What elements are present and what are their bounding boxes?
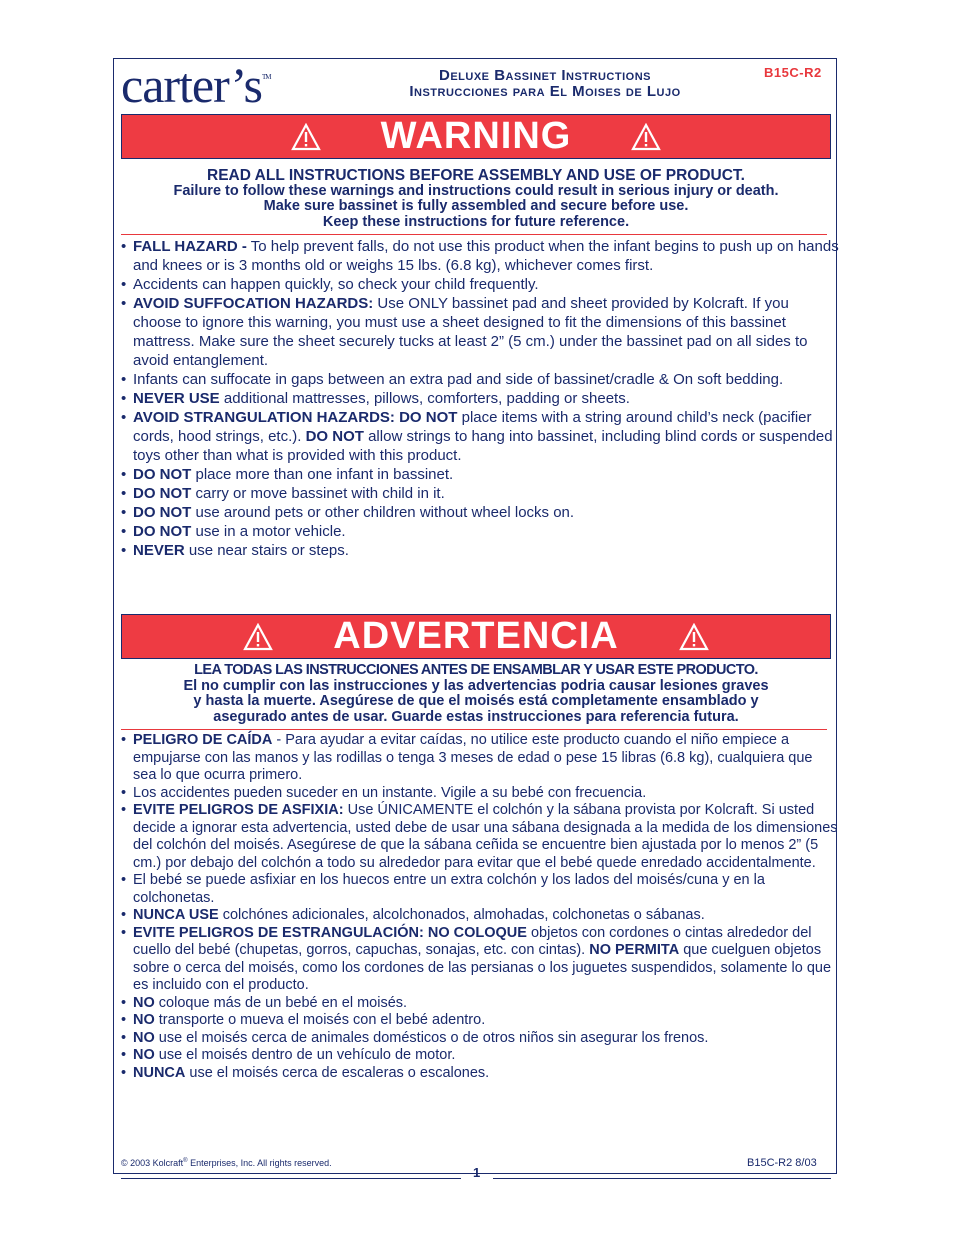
item-emphasis: DO NOT xyxy=(133,485,192,502)
list-item xyxy=(121,1012,839,1030)
item-emphasis: NUNCA xyxy=(133,1064,186,1081)
item-text: Use ONLY bassinet pad and sheet provided by Kolcraft. If you choose to ignore this warning, you must use a sheet designed to fit the dimensions of this bassinet mattress. Make sure the sheet securely tucks at least 2” (5 cm.) under the bassinet pad on all sides to avoid entanglement. xyxy=(133,295,808,369)
warning-list xyxy=(121,237,839,560)
advertencia-intro-line: LEA TODAS LAS INSTRUCCIONES ANTES DE ENSAMBLAR Y USAR ESTE PRODUCTO. xyxy=(194,662,758,678)
title-english: Deluxe Bassinet Instructions xyxy=(439,67,651,84)
list-item xyxy=(121,802,839,872)
item-text: Infants can suffocate in gaps between an extra pad and side of bassinet/cradle & On soft bedding. xyxy=(133,371,784,388)
item-text: use around pets or other children without wheel locks on. xyxy=(191,504,575,521)
item-emphasis: NO xyxy=(133,1047,155,1063)
item-text: use near stairs or steps. xyxy=(184,542,349,559)
footer-line-right xyxy=(493,1178,831,1179)
bullet-icon: • xyxy=(121,872,127,888)
bullet-icon: • xyxy=(121,1029,127,1046)
bullet-icon: • xyxy=(121,732,127,748)
item-text: To help prevent falls, do not use this product when the infant begins to push up on hands and knees or is 3 months old or weighs 15 lbs. (6.8 kg), whichever comes first. xyxy=(133,238,839,274)
item-text: additional mattresses, pillows, comforters, padding or sheets. xyxy=(219,390,630,407)
item-emphasis: DO NOT xyxy=(305,428,364,445)
list-item xyxy=(121,1030,839,1048)
warning-triangle-icon xyxy=(679,623,709,651)
bullet-icon: • xyxy=(121,1012,127,1028)
item-emphasis: PELIGRO DE CAÍDA xyxy=(133,732,273,748)
item-text: place more than one infant in bassinet. xyxy=(191,466,454,483)
bullet-icon: • xyxy=(121,1064,127,1081)
item-emphasis: DO NOT xyxy=(133,504,192,521)
list-item xyxy=(121,925,839,995)
item-text: carry or move bassinet with child in it. xyxy=(191,485,445,502)
item-text: use in a motor vehicle. xyxy=(191,523,346,540)
bullet-icon: • xyxy=(121,238,127,255)
bullet-icon: • xyxy=(121,1047,127,1063)
item-emphasis: DO NOT xyxy=(133,523,192,540)
title-spanish: Instrucciones para El Moises de Lujo xyxy=(409,83,681,100)
item-emphasis: EVITE PELIGROS DE ESTRANGULACIÓN: NO COLOQUE xyxy=(133,924,527,941)
copyright: © 2003 Kolcraft® Enterprises, Inc. All rights reserved. xyxy=(121,1158,332,1168)
item-text: Accidents can happen quickly, so check your child frequently. xyxy=(133,276,539,293)
list-item xyxy=(121,995,839,1013)
list-item xyxy=(121,389,839,408)
document-title xyxy=(360,68,730,100)
list-item xyxy=(121,732,839,785)
list-item xyxy=(121,294,839,370)
item-text: use el moisés dentro de un vehículo de motor. xyxy=(154,1047,456,1063)
bullet-icon: • xyxy=(121,907,127,923)
warning-intro-line: Failure to follow these warnings and instructions could result in serious injury or death. xyxy=(173,182,779,199)
bullet-icon: • xyxy=(121,371,127,388)
advertencia-intro-line: y hasta la muerte. Asegúrese de que el moisés está completamente ensamblado y xyxy=(193,693,759,709)
bullet-icon: • xyxy=(121,504,127,521)
bullet-icon: • xyxy=(121,802,127,818)
item-text: El bebé se puede asfixiar en los huecos entre un extra colchón y los lados del moisés/cuna y en la colchonetas. xyxy=(133,872,765,906)
list-item xyxy=(121,1047,839,1065)
list-item xyxy=(121,785,839,803)
item-text: allow strings to hang into bassinet, including blind cords or suspended toys other than what is provided with this product. xyxy=(133,428,833,464)
bullet-icon: • xyxy=(121,390,127,407)
bullet-icon: • xyxy=(121,784,127,801)
item-text: transporte o mueva el moisés con el bebé adentro. xyxy=(154,1012,486,1028)
bullet-icon: • xyxy=(121,542,127,559)
list-item xyxy=(121,503,839,522)
carters-logo: carter’s™ xyxy=(121,57,271,113)
item-text: place items with a string around child’s neck (pacifier cords, hood strings, etc.). xyxy=(133,409,812,445)
warning-intro-line: Make sure bassinet is fully assembled and secure before use. xyxy=(263,198,689,214)
item-text: coloque más de un bebé en el moisés. xyxy=(154,994,408,1011)
item-text: colchónes adicionales, alcolchonados, almohadas, colchonetas o sábanas. xyxy=(218,907,705,923)
item-emphasis: NEVER xyxy=(133,542,185,559)
bullet-icon: • xyxy=(121,466,127,483)
item-emphasis: NO xyxy=(133,1012,155,1028)
footer-line-left xyxy=(121,1178,461,1179)
warning-intro-line: READ ALL INSTRUCTIONS BEFORE ASSEMBLY AND USE OF PRODUCT. xyxy=(207,167,745,184)
warning-banner xyxy=(121,114,831,159)
item-emphasis: DO NOT xyxy=(133,466,192,483)
list-item xyxy=(121,872,839,907)
item-text: Los accidentes pueden suceder en un instante. Vigile a su bebé con frecuencia. xyxy=(133,784,647,801)
list-item xyxy=(121,275,839,294)
warning-triangle-icon xyxy=(243,623,273,651)
item-emphasis: NEVER USE xyxy=(133,390,220,407)
advertencia-intro-line: asegurado antes de usar. Guarde estas instrucciones para referencia futura. xyxy=(213,708,739,725)
item-text: objetos con cordones o cintas alrededor del cuello del bebé (chupetas, gorros, capuchas, sonajas, etc. con cintas). xyxy=(133,924,812,958)
list-item xyxy=(121,522,839,541)
bullet-icon: • xyxy=(121,409,127,426)
advertencia-banner xyxy=(121,614,831,659)
warning-intro xyxy=(121,168,831,230)
item-text: - Para ayudar a evitar caídas, no utilice este producto cuando el niño empiece a empujarse con las manos y las rodillas o tenga 3 meses de edad o pese 15 libras (6.8 kg), cualquiera que sea lo que ocurra primero. xyxy=(133,732,813,783)
bullet-icon: • xyxy=(121,924,127,941)
item-emphasis: NO PERMITA xyxy=(589,942,680,958)
warning-triangle-icon xyxy=(291,123,321,151)
advertencia-rule xyxy=(121,729,827,730)
item-text: use el moisés cerca de animales domésticos o de otros niños sin asegurar los frenos. xyxy=(154,1029,709,1046)
list-item xyxy=(121,370,839,389)
warning-triangle-icon xyxy=(631,123,661,151)
item-text: que cuelguen objetos sobre o cerca del moisés, como los cordones de las persianas o los juguetes suspendidos, solamente lo que es incluido con el producto. xyxy=(133,942,832,993)
bullet-icon: • xyxy=(121,523,127,540)
advertencia-intro-line: El no cumplir con las instrucciones y las advertencias podria causar lesiones graves xyxy=(183,677,769,694)
advertencia-heading: ADVERTENCIA xyxy=(333,615,619,657)
page-number: 1 xyxy=(473,1165,481,1180)
list-item xyxy=(121,408,839,465)
advertencia-list xyxy=(121,732,839,1082)
bullet-icon: • xyxy=(121,485,127,502)
item-emphasis: NO xyxy=(133,994,155,1011)
list-item xyxy=(121,484,839,503)
advertencia-intro xyxy=(121,663,831,725)
warning-intro-line: Keep these instructions for future reference. xyxy=(322,213,630,230)
warning-heading: WARNING xyxy=(380,115,572,157)
footer-code: B15C-R2 8/03 xyxy=(747,1157,817,1169)
item-emphasis: NUNCA USE xyxy=(133,907,219,923)
item-emphasis: NO xyxy=(133,1029,155,1046)
list-item xyxy=(121,541,839,560)
model-code: B15C-R2 xyxy=(764,65,822,80)
item-emphasis: AVOID STRANGULATION HAZARDS: DO NOT xyxy=(133,409,458,426)
item-emphasis: EVITE PELIGROS DE ASFIXIA: xyxy=(133,802,344,818)
item-emphasis: FALL HAZARD - xyxy=(133,238,247,255)
item-text: Use ÚNICAMENTE el colchón y la sábana provista por Kolcraft. Si usted decide a ignorar esta advertencia, usted debe de usar una sábana designada a la medida de los dimensiones del colchón del moisés. Asegúrese de que la sábana ceñida se encuentre bien ajustada por lo menos 2” (5 cm.) por debajo del colchón a todo su alrededor para evitar que el bebé quede enredado accidentalmente. xyxy=(133,802,838,871)
bullet-icon: • xyxy=(121,295,127,312)
bullet-icon: • xyxy=(121,276,127,293)
warning-rule xyxy=(121,234,827,235)
list-item xyxy=(121,465,839,484)
item-emphasis: AVOID SUFFOCATION HAZARDS: xyxy=(133,295,374,312)
item-text: use el moisés cerca de escaleras o escalones. xyxy=(185,1064,490,1081)
list-item xyxy=(121,907,839,925)
list-item xyxy=(121,237,839,275)
list-item xyxy=(121,1065,839,1083)
bullet-icon: • xyxy=(121,994,127,1011)
